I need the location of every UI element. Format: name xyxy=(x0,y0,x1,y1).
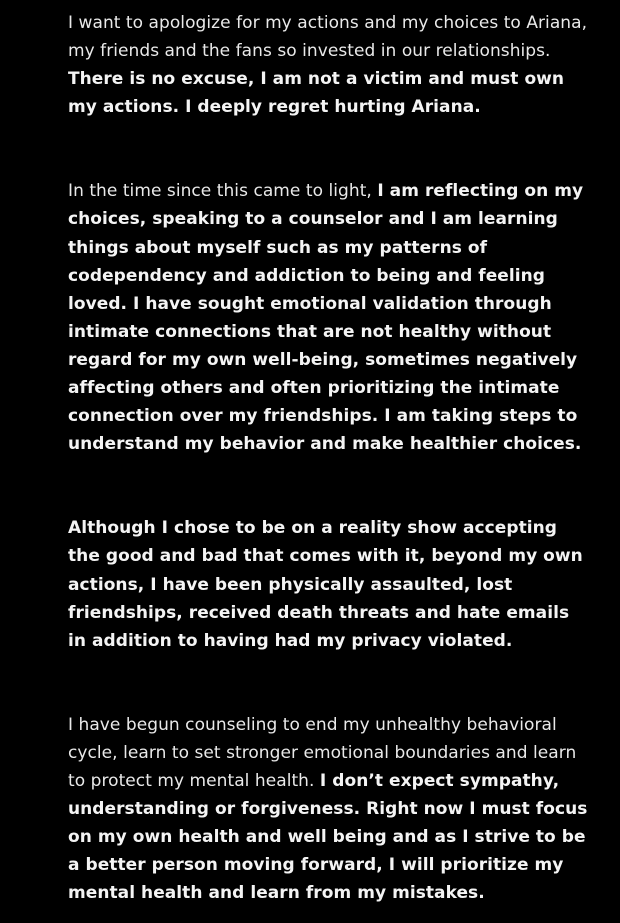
paragraph-counseling xyxy=(68,711,588,908)
paragraph-consequences xyxy=(68,514,588,654)
paragraph-reflection xyxy=(68,177,588,458)
paragraph-counseling-bold-text: I don’t expect sympathy, understanding or forgiveness. Right now I must focus on my own health and well being and as I strive to be a better person moving forward, I will prioritize my mental health and learn from my mistakes. xyxy=(68,770,588,904)
statement-text xyxy=(68,9,588,907)
paragraph-apology xyxy=(68,9,588,121)
paragraph-consequences-bold-text: Although I chose to be on a reality show accepting the good and bad that comes with it, beyond my own actions, I have been physically assaulted, lost friendships, received death threats and hate emails in addition to having had my privacy violated. xyxy=(68,518,583,651)
paragraph-reflection-regular-text: In the time since this came to light, xyxy=(68,181,378,202)
paragraph-apology-regular-text: I want to apologize for my actions and my choices to Ariana, my friends and the fans so invested in our relationships. xyxy=(68,13,588,62)
paragraph-apology-bold-text: There is no excuse, I am not a victim and must own my actions. I deeply regret hurting Ariana. xyxy=(68,69,565,118)
paragraph-reflection-bold-text: I am reflecting on my choices, speaking to a counselor and I am learning things about myself such as my patterns of codependency and addiction to being and feeling loved. I have sought emotional validation through intimate connections that are not healthy without regard for my own well-being, sometimes negatively affecting others and often prioritizing the intimate connection over my friendships. I am taking steps to understand my behavior and make healthier choices. xyxy=(68,181,584,455)
paragraph-counseling-regular-text: I have begun counseling to end my unhealthy behavioral cycle, learn to set stronger emotional boundaries and learn to protect my mental health. xyxy=(68,714,577,791)
